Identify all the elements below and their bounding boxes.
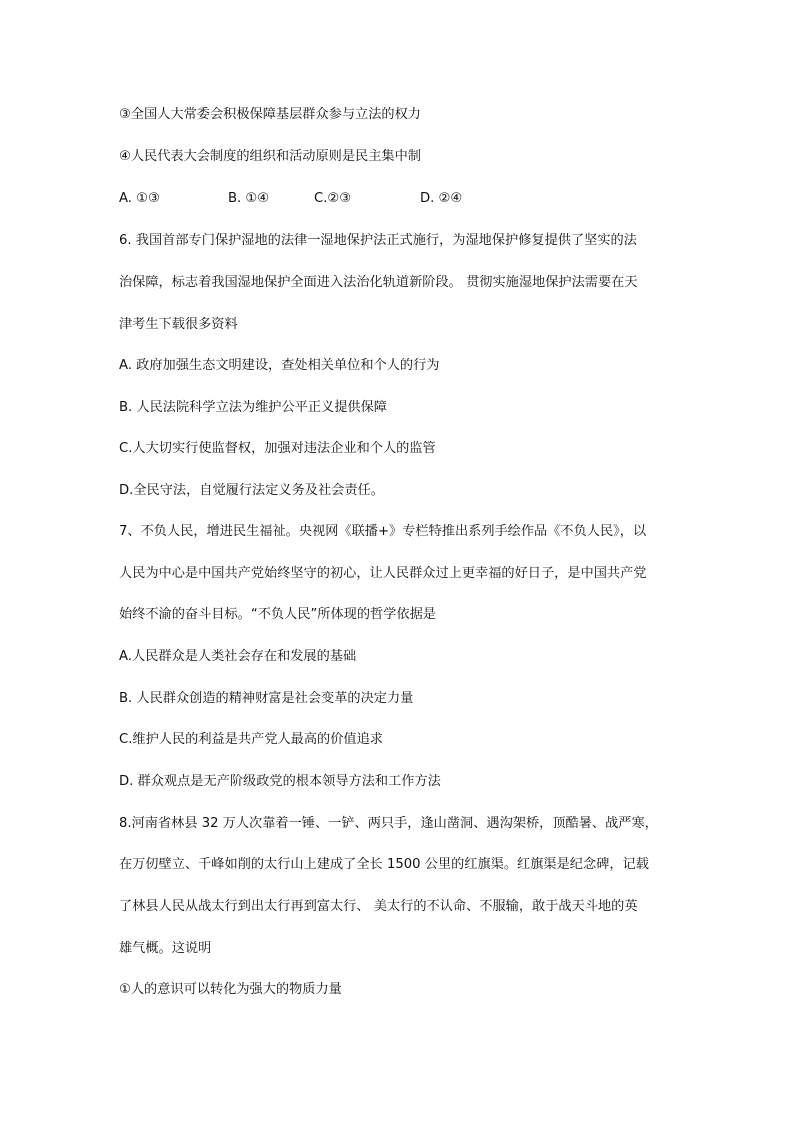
q8-stem-line-2: 在万仞壁立、千峰如削的太行山上建成了全长 1500 公里的红旗渠。红旗渠是纪念碑，记载: [119, 857, 649, 872]
q7-stem-line-2: 人民为中心是中国共产党始终坚守的初心，让人民群众过上更幸福的好日子，是中国共产党: [119, 566, 647, 581]
option-statement-3: ③全国人大常委会积极保障基层群众参与立法的权力: [119, 107, 421, 122]
q8-stem-line-3: 了林县人民从战太行到出太行再到富太行、 美太行的不认命、不服输，敢于战天斗地的英: [119, 899, 638, 914]
q6-choice-d: D.全民守法，自觉履行法定义务及社会责任。: [119, 483, 384, 498]
q7-stem-line-1: 7、不负人民，增进民生福祉。央视网《联播+》专栏特推出系列手绘作品《不负人民》，以: [119, 524, 647, 539]
q5-choice-a: A. ①③: [119, 191, 160, 206]
option-statement-4: ④人民代表大会制度的组织和活动原则是民主集中制: [119, 149, 421, 164]
q8-stem-line-4: 雄气概。这说明: [119, 941, 212, 956]
q7-choice-c: C.维护人民的利益是共产党人最高的价值追求: [119, 732, 383, 747]
q7-choice-a: A.人民群众是人类社会存在和发展的基础: [119, 649, 357, 664]
q6-stem-line-3: 津考生下载很多资料: [119, 317, 238, 332]
q5-answer-choices: [119, 190, 679, 208]
q5-choice-d: D. ②④: [420, 191, 463, 206]
q7-choice-d: D. 群众观点是无产阶级政党的根本领导方法和工作方法: [119, 774, 441, 789]
q7-choice-b: B. 人民群众创造的精神财富是社会变革的决定力量: [119, 691, 414, 706]
q7-stem-line-3: 始终不渝的奋斗目标。“不负人民”所体现的哲学依据是: [119, 607, 436, 622]
q6-choice-b: B. 人民法院科学立法为维护公平正义提供保障: [119, 400, 387, 415]
q5-choice-b: B. ①④: [228, 191, 270, 206]
q6-stem-line-2: 治保障，标志着我国湿地保护全面进入法治化轨道新阶段。 贯彻实施湿地保护法需要在天: [119, 275, 638, 290]
q6-choice-a: A. 政府加强生态文明建设，查处相关单位和个人的行为: [119, 358, 440, 373]
q6-stem-line-1: 6. 我国首部专门保护湿地的法律一湿地保护法正式施行，为湿地保护修复提供了坚实的法: [119, 233, 637, 248]
q8-stem-line-1: 8.河南省林县 32 万人次靠着一锤、一铲、两只手，逢山凿洞、遇沟架桥，顶酷暑、战严寒，: [119, 816, 658, 831]
q6-choice-c: C.人大切实行使监督权，加强对违法企业和个人的监管: [119, 441, 436, 456]
q5-choice-c: C.②③: [314, 191, 352, 206]
q8-statement-1: ①人的意识可以转化为强大的物质力量: [119, 982, 342, 997]
